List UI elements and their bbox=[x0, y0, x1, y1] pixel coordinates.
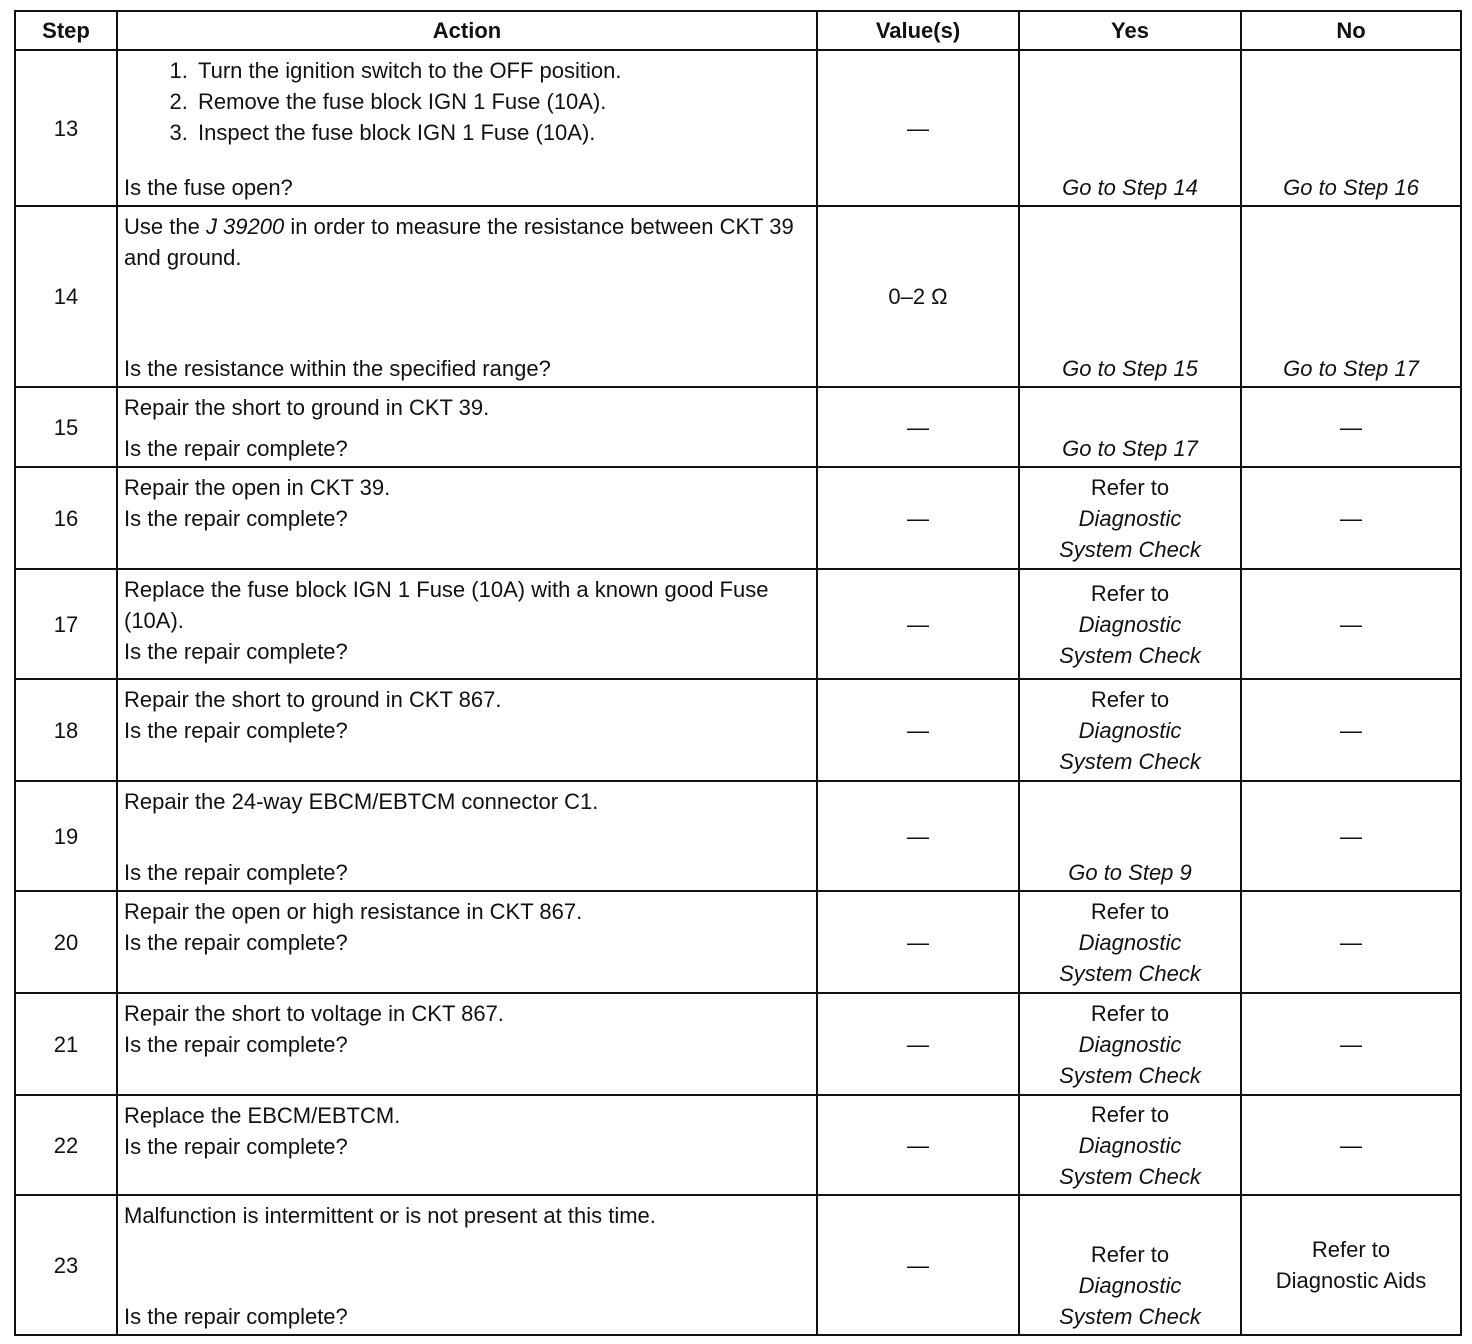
yes-link[interactable]: System Check bbox=[1059, 1304, 1201, 1329]
action-instruction: Malfunction is intermittent or is not present at this time. bbox=[124, 1203, 656, 1228]
yes-refer: Refer to bbox=[1090, 1242, 1170, 1267]
value-cell: 0–2 Ω bbox=[817, 206, 1019, 387]
list-item: 2. Remove the fuse block IGN 1 Fuse (10A). bbox=[194, 86, 808, 117]
list-item: 3. Inspect the fuse block IGN 1 Fuse (10A). bbox=[194, 117, 808, 148]
no-refer: Refer to bbox=[1311, 1237, 1391, 1262]
action-question: Is the fuse open? bbox=[124, 175, 293, 200]
value-cell: — bbox=[817, 891, 1019, 993]
yes-cell bbox=[1019, 891, 1241, 993]
table-row bbox=[15, 50, 1461, 206]
action-cell bbox=[117, 993, 817, 1095]
value-cell: — bbox=[817, 993, 1019, 1095]
step-number: 19 bbox=[15, 781, 117, 891]
yes-link[interactable]: Diagnostic bbox=[1078, 1273, 1182, 1298]
table-row bbox=[15, 387, 1461, 467]
value-cell: — bbox=[817, 387, 1019, 467]
yes-cell bbox=[1019, 781, 1241, 891]
action-cell bbox=[117, 387, 817, 467]
action-instruction: Repair the short to ground in CKT 39. bbox=[124, 395, 490, 420]
yes-cell bbox=[1019, 206, 1241, 387]
yes-link[interactable]: System Check bbox=[1059, 1163, 1201, 1189]
yes-cell bbox=[1019, 679, 1241, 781]
yes-link[interactable]: Diagnostic bbox=[1078, 505, 1182, 531]
yes-link[interactable]: Diagnostic bbox=[1078, 717, 1182, 743]
step-number: 16 bbox=[15, 467, 117, 569]
yes-link[interactable]: Diagnostic bbox=[1078, 611, 1182, 637]
yes-link[interactable]: System Check bbox=[1059, 1062, 1201, 1088]
yes-refer: Refer to bbox=[1090, 580, 1170, 606]
action-instruction: Repair the open or high resistance in CKT 867. bbox=[124, 899, 583, 924]
yes-link[interactable]: Diagnostic bbox=[1078, 929, 1182, 955]
no-cell: — bbox=[1241, 467, 1461, 569]
yes-link[interactable]: Go to Step 17 bbox=[1062, 436, 1198, 461]
action-instruction: Replace the EBCM/EBTCM. bbox=[124, 1103, 401, 1128]
yes-cell bbox=[1019, 387, 1241, 467]
action-question: Is the repair complete? bbox=[124, 1304, 348, 1329]
header-values: Value(s) bbox=[817, 11, 1019, 50]
table-row bbox=[15, 206, 1461, 387]
action-steps-list bbox=[124, 55, 808, 148]
action-cell bbox=[117, 50, 817, 206]
yes-link[interactable]: System Check bbox=[1059, 536, 1201, 562]
table-row bbox=[15, 1195, 1461, 1335]
yes-link[interactable]: System Check bbox=[1059, 748, 1201, 774]
yes-cell bbox=[1019, 569, 1241, 679]
table-row bbox=[15, 467, 1461, 569]
diagnostic-table bbox=[14, 10, 1462, 1336]
list-item: 1. Turn the ignition switch to the OFF position. bbox=[194, 55, 808, 86]
step-number: 23 bbox=[15, 1195, 117, 1335]
step-number: 17 bbox=[15, 569, 117, 679]
table-row bbox=[15, 1095, 1461, 1195]
table-row bbox=[15, 781, 1461, 891]
yes-cell bbox=[1019, 467, 1241, 569]
action-question: Is the repair complete? bbox=[124, 639, 348, 664]
yes-link[interactable]: Diagnostic bbox=[1078, 1031, 1182, 1057]
instruction-text: in order to measure the resistance between CKT 39 and ground. bbox=[124, 214, 794, 270]
action-question: Is the repair complete? bbox=[124, 436, 348, 461]
action-instruction: Repair the 24-way EBCM/EBTCM connector C1. bbox=[124, 789, 599, 814]
action-question: Is the repair complete? bbox=[124, 1032, 348, 1057]
table-row bbox=[15, 891, 1461, 993]
yes-refer: Refer to bbox=[1090, 474, 1170, 500]
action-instruction: Repair the short to ground in CKT 867. bbox=[124, 687, 502, 712]
action-instruction bbox=[124, 211, 808, 273]
tool-name: J 39200 bbox=[205, 214, 285, 239]
action-cell bbox=[117, 206, 817, 387]
value-cell: — bbox=[817, 679, 1019, 781]
header-action: Action bbox=[117, 11, 817, 50]
step-number: 21 bbox=[15, 993, 117, 1095]
action-cell bbox=[117, 1095, 817, 1195]
yes-cell bbox=[1019, 1195, 1241, 1335]
action-instruction: Replace the fuse block IGN 1 Fuse (10A) with a known good Fuse (10A). bbox=[124, 577, 769, 633]
value-cell: — bbox=[817, 1195, 1019, 1335]
no-cell bbox=[1241, 206, 1461, 387]
instruction-text: Use the bbox=[124, 214, 206, 239]
yes-cell bbox=[1019, 993, 1241, 1095]
action-cell bbox=[117, 467, 817, 569]
header-step: Step bbox=[15, 11, 117, 50]
no-cell: — bbox=[1241, 387, 1461, 467]
yes-link[interactable]: System Check bbox=[1059, 960, 1201, 986]
table-row bbox=[15, 993, 1461, 1095]
step-number: 22 bbox=[15, 1095, 117, 1195]
action-question: Is the repair complete? bbox=[124, 860, 348, 885]
yes-link[interactable]: System Check bbox=[1059, 642, 1201, 668]
no-cell: — bbox=[1241, 781, 1461, 891]
no-cell: — bbox=[1241, 679, 1461, 781]
no-link[interactable]: Diagnostic Aids bbox=[1275, 1268, 1427, 1293]
action-cell bbox=[117, 891, 817, 993]
yes-link[interactable]: Diagnostic bbox=[1078, 1132, 1182, 1158]
no-cell bbox=[1241, 50, 1461, 206]
table-row bbox=[15, 569, 1461, 679]
value-cell: — bbox=[817, 50, 1019, 206]
action-question: Is the repair complete? bbox=[124, 930, 348, 955]
no-cell: — bbox=[1241, 993, 1461, 1095]
no-cell: — bbox=[1241, 1095, 1461, 1195]
yes-cell bbox=[1019, 50, 1241, 206]
value-cell: — bbox=[817, 569, 1019, 679]
action-cell bbox=[117, 1195, 817, 1335]
header-yes: Yes bbox=[1019, 11, 1241, 50]
yes-refer: Refer to bbox=[1090, 898, 1170, 924]
yes-refer: Refer to bbox=[1090, 686, 1170, 712]
yes-refer: Refer to bbox=[1090, 1000, 1170, 1026]
action-question: Is the resistance within the specified range? bbox=[124, 356, 551, 381]
action-instruction: Repair the open in CKT 39. bbox=[124, 475, 391, 500]
step-number: 13 bbox=[15, 50, 117, 206]
table-row bbox=[15, 679, 1461, 781]
step-number: 20 bbox=[15, 891, 117, 993]
action-instruction: Repair the short to voltage in CKT 867. bbox=[124, 1001, 504, 1026]
yes-link[interactable]: Go to Step 14 bbox=[1062, 175, 1198, 200]
header-no: No bbox=[1241, 11, 1461, 50]
value-cell: — bbox=[817, 781, 1019, 891]
action-question: Is the repair complete? bbox=[124, 506, 348, 531]
step-number: 15 bbox=[15, 387, 117, 467]
header-row bbox=[15, 11, 1461, 50]
no-cell: — bbox=[1241, 569, 1461, 679]
yes-link[interactable]: Go to Step 15 bbox=[1062, 356, 1198, 381]
no-cell: — bbox=[1241, 891, 1461, 993]
action-question: Is the repair complete? bbox=[124, 1134, 348, 1159]
no-link[interactable]: Go to Step 17 bbox=[1283, 356, 1419, 381]
yes-refer: Refer to bbox=[1090, 1101, 1170, 1127]
action-cell bbox=[117, 781, 817, 891]
value-cell: — bbox=[817, 1095, 1019, 1195]
yes-link[interactable]: Go to Step 9 bbox=[1068, 860, 1192, 885]
action-cell bbox=[117, 679, 817, 781]
step-number: 18 bbox=[15, 679, 117, 781]
no-link[interactable]: Go to Step 16 bbox=[1283, 175, 1419, 200]
step-number: 14 bbox=[15, 206, 117, 387]
yes-cell bbox=[1019, 1095, 1241, 1195]
action-question: Is the repair complete? bbox=[124, 718, 348, 743]
no-cell bbox=[1241, 1195, 1461, 1335]
action-cell bbox=[117, 569, 817, 679]
value-cell: — bbox=[817, 467, 1019, 569]
